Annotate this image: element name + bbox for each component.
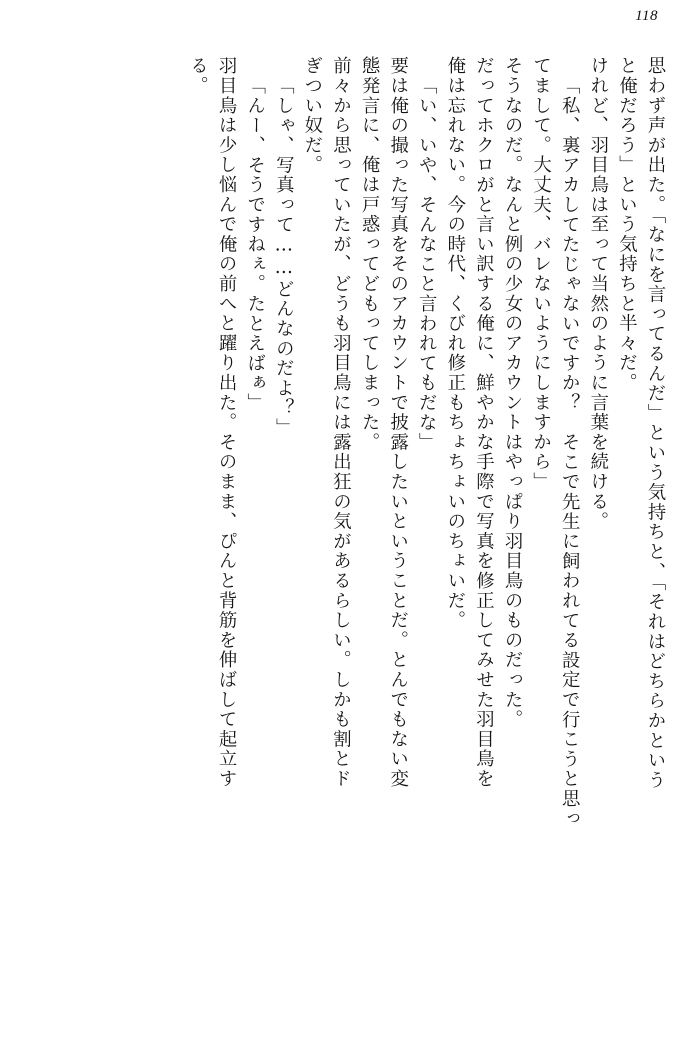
text-line: 俺は忘れない。今の時代、くびれ修正もちょちょいのちょいだ。 [444,56,466,631]
page-number: 118 [635,8,658,24]
text-line: だってホクロがと言い訳する俺に、鮮やかな手際で写真を修正してみせた羽目鳥を [473,56,495,789]
text-line: 「しゃ、写真って……どんなのだよ？」 [273,76,295,438]
text-line: 前々から思っていたが、どうも羽目鳥には露出狂の気があるらしい。しかも割とド [330,56,352,789]
text-line: 「い、いや、そんなこと言われてもだな」 [416,76,438,453]
text-line: けれど、羽目鳥は至って当然のように言葉を続ける。 [587,56,609,532]
text-line: 態発言に、俺は戸惑ってどもってしまった。 [359,56,381,452]
text-line: そうなのだ。なんと例の少女のアカウントはやっぱり羽目鳥のものだった。 [502,56,524,730]
text-line: る。 [187,56,209,96]
text-line: 羽目鳥は少し悩んで俺の前へと躍り出た。そのまま、ぴんと背筋を伸ばして起立す [216,56,238,789]
text-line: 要は俺の撮った写真をそのアカウントで披露したいということだ。とんでもない変 [387,56,409,789]
text-line: ぎつい奴だ。 [301,56,323,175]
vertical-text-body [36,56,664,1022]
text-line: てまして。大丈夫、バレないようにしますから」 [530,56,552,492]
text-line: 思わず声が出た。「なにを言ってるんだ」という気持ちと、「それはどちらかという [645,56,666,790]
text-line: 「んー、そうですねぇ。たとえばぁ」 [244,76,266,413]
text-line: と俺だろう」という気持ちと半々だ。 [616,56,638,393]
text-line: 「私、裏アカしてたじゃないですか？ そこで先生に飼われてる設定で行こうと思っ [559,76,581,829]
